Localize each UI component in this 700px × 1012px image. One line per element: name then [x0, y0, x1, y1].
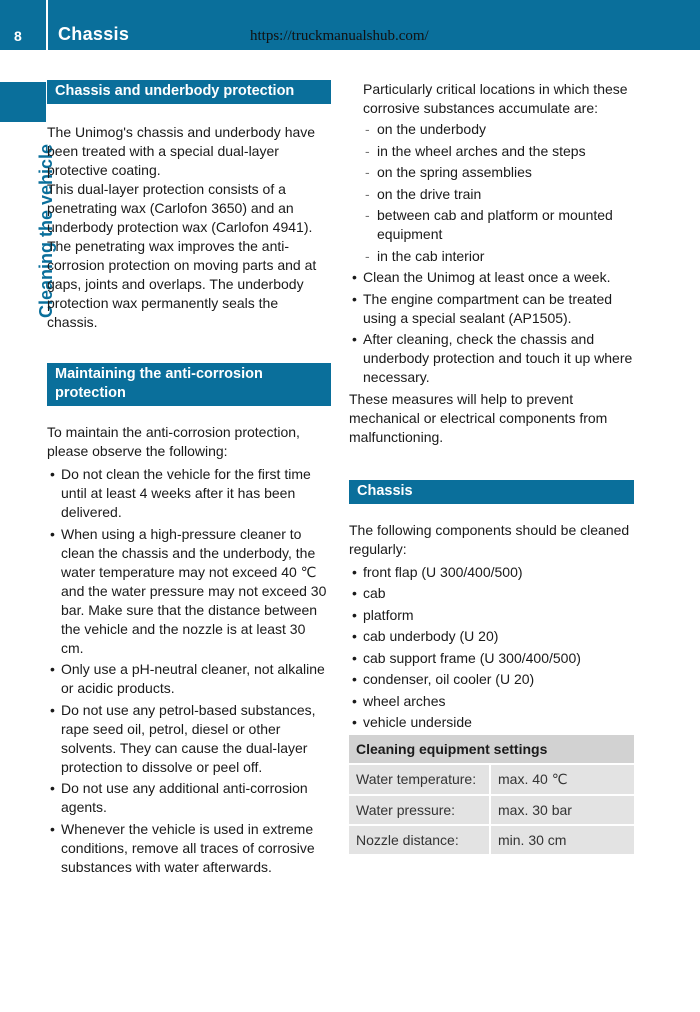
table-row	[349, 764, 634, 795]
chassis-intro: The following components should be cleaned regularly:	[349, 521, 630, 557]
section-title: Chassis	[58, 24, 130, 44]
list-item: • cab support frame (U 300/400/500)	[349, 649, 634, 668]
list-item: • front flap (U 300/400/500)	[349, 563, 634, 582]
list-item: • platform	[349, 606, 634, 625]
list-item: • The engine compartment can be treated using a special sealant (AP1505).	[349, 290, 634, 328]
list-item: • Do not use any additional anti-corrosion agents.	[47, 779, 331, 817]
list-item: • Only use a pH-neutral cleaner, not alkaline or acidic products.	[47, 660, 331, 698]
list-item: • cab underbody (U 20)	[349, 627, 634, 646]
list-item: • After cleaning, check the chassis and underbody protection and touch it up where necessary.	[349, 330, 634, 387]
list-item: - between cab and platform or mounted equipment	[363, 206, 634, 244]
action-list	[349, 268, 634, 387]
list-item: • cab	[349, 584, 634, 603]
setting-value: max. 40 ℃	[490, 764, 634, 795]
chassis-heading: Chassis	[349, 480, 634, 504]
chapter-tab	[0, 82, 46, 122]
measures-note: These measures will help to prevent mechanical or electrical components from malfunctioning.	[349, 390, 608, 445]
right-column	[349, 80, 634, 856]
list-item: • Clean the Unimog at least once a week.	[349, 268, 634, 287]
list-item: - on the underbody	[363, 120, 634, 139]
list-item: - in the cab interior	[363, 247, 634, 266]
protection-paragraph-1: The Unimog's chassis and underbody have been treated with a special dual-layer protective coating.	[47, 124, 316, 178]
page-number: 8	[14, 28, 22, 44]
list-item: • condenser, oil cooler (U 20)	[349, 670, 634, 689]
table-row	[349, 795, 634, 825]
protection-heading: Chassis and underbody protection	[47, 80, 331, 104]
list-item: - in the wheel arches and the steps	[363, 142, 634, 161]
list-item: • Whenever the vehicle is used in extreme conditions, remove all traces of corrosive substances with water afterwards.	[47, 820, 331, 877]
header-divider	[46, 0, 48, 50]
list-item: • When using a high-pressure cleaner to clean the chassis and the underbody, the water temperature may not exceed 40 ℃ and the water pressure may not exceed 30 bar. Make sure that the distance between the vehicle and the nozzle is at least 30 cm.	[47, 525, 331, 658]
list-item: • Do not clean the vehicle for the first time until at least 4 weeks after it has been delivered.	[47, 465, 331, 522]
table-title: Cleaning equipment settings	[349, 735, 634, 764]
setting-value: min. 30 cm	[490, 825, 634, 855]
setting-label: Water temperature:	[349, 764, 490, 795]
setting-label: Nozzle distance:	[349, 825, 490, 855]
protection-paragraph-2: This dual-layer protection consists of a penetrating wax (Carlofon 3650) and an underbody protection wax (Carlofon 4941). The penetrating wax improves the anti-corrosion protection on moving parts and at gaps, joints and overlaps. The underbody protection wax permanently seals the chassis.	[47, 181, 317, 330]
header-bar	[0, 0, 700, 50]
critical-intro: Particularly critical locations in which these corrosive substances accumulate are:	[363, 81, 628, 116]
setting-label: Water pressure:	[349, 795, 490, 825]
table-row	[349, 825, 634, 855]
cleaning-settings-table	[349, 735, 634, 856]
list-item: - on the drive train	[363, 185, 634, 204]
setting-value: max. 30 bar	[490, 795, 634, 825]
maintain-heading: Maintaining the anti-corrosion protection	[47, 363, 331, 406]
list-item: - on the spring assemblies	[363, 163, 634, 182]
component-list	[349, 563, 634, 733]
left-column	[47, 80, 331, 879]
list-item: • vehicle underside	[349, 713, 634, 732]
list-item: • Do not use any petrol-based substances, rape seed oil, petrol, diesel or other solvents. They can cause the dual-layer protection to dissolve or peel off.	[47, 701, 331, 777]
chapter-title: Cleaning the vehicle	[36, 143, 56, 318]
source-url[interactable]: https://truckmanualshub.com/	[250, 28, 429, 44]
maintain-list	[47, 465, 331, 877]
maintain-intro: To maintain the anti-corrosion protection, please observe the following:	[47, 424, 300, 459]
critical-locations-list	[363, 120, 634, 266]
list-item: • wheel arches	[349, 692, 634, 711]
